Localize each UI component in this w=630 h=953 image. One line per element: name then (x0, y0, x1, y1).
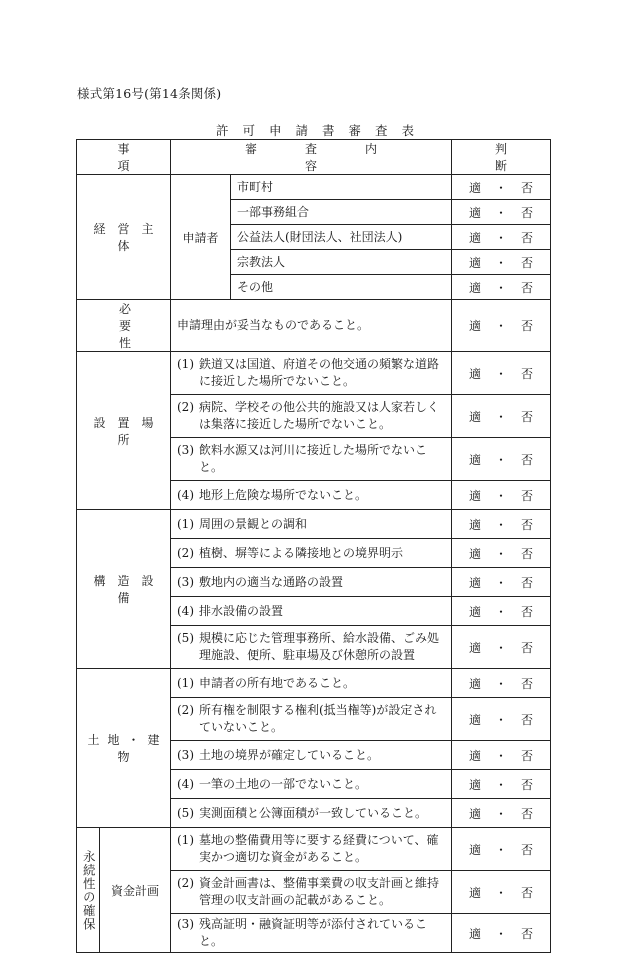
criterion-item: (2) 資金計画書は、整備事業費の収支計画と維持管理の収支計画の記載があること。 (171, 871, 452, 914)
category-management: 経営主体 (77, 175, 171, 300)
judgment-cell[interactable]: 適 ・ 否 (452, 438, 551, 481)
judgment-cell[interactable]: 適 ・ 否 (452, 799, 551, 828)
subcategory-funding: 資金計画 (110, 883, 159, 898)
header-item: 事項 (77, 140, 171, 175)
criterion-text: 宗教法人 (231, 250, 452, 275)
table-row (77, 352, 551, 395)
subcategory-applicant: 申請者 (171, 175, 231, 300)
criterion-item: (1) 墓地の整備費用等に要する経費について、確実かつ適切な資金があること。 (171, 828, 452, 871)
form-number: 様式第16号(第14条関係) (77, 86, 222, 101)
judgment-cell[interactable]: 適 ・ 否 (452, 741, 551, 770)
criterion-item: (2) 植樹、塀等による隣接地との境界明示 (171, 539, 452, 568)
judgment-cell[interactable]: 適 ・ 否 (452, 175, 551, 200)
criterion-item: (3) 土地の境界が確定していること。 (171, 741, 452, 770)
category-necessity: 必要性 (77, 300, 171, 352)
category-permanence-label: 永続性の確保 (81, 849, 97, 931)
criterion-text: 公益法人(財団法人、社団法人) (231, 225, 452, 250)
criterion-item: (4) 排水設備の設置 (171, 597, 452, 626)
judgment-cell[interactable]: 適 ・ 否 (452, 395, 551, 438)
table-row (77, 510, 551, 539)
criterion-item: (3) 残高証明・融資証明等が添付されていること。 (171, 914, 452, 953)
criterion-item: (3) 敷地内の適当な通路の設置 (171, 568, 452, 597)
judgment-cell[interactable]: 適 ・ 否 (452, 770, 551, 799)
criterion-item: (4) 地形上危険な場所でないこと。 (171, 481, 452, 510)
judgment-cell[interactable]: 適 ・ 否 (452, 225, 551, 250)
criterion-text: 一部事務組合 (231, 200, 452, 225)
criterion-text: その他 (231, 275, 452, 300)
criterion-item: (1) 周囲の景観との調和 (171, 510, 452, 539)
criterion-item: (2) 病院、学校その他公共的施設又は人家若しくは集落に接近した場所でないこと。 (171, 395, 452, 438)
judgment-cell[interactable]: 適 ・ 否 (452, 300, 551, 352)
judgment-cell[interactable]: 適 ・ 否 (452, 200, 551, 225)
criterion-item: (1) 申請者の所有地であること。 (171, 669, 452, 698)
criterion-item: (2) 所有権を制限する権利(抵当権等)が設定されていないこと。 (171, 698, 452, 741)
criterion-item: (4) 一筆の土地の一部でないこと。 (171, 770, 452, 799)
header-row (77, 140, 551, 175)
judgment-cell[interactable]: 適 ・ 否 (452, 698, 551, 741)
table-row (77, 828, 551, 871)
judgment-cell[interactable]: 適 ・ 否 (452, 539, 551, 568)
judgment-cell[interactable]: 適 ・ 否 (452, 626, 551, 669)
judgment-cell[interactable]: 適 ・ 否 (452, 481, 551, 510)
judgment-cell[interactable]: 適 ・ 否 (452, 250, 551, 275)
judgment-cell[interactable]: 適 ・ 否 (452, 669, 551, 698)
category-land: 土地・建物 (77, 669, 171, 828)
criterion-item: (5) 規模に応じた管理事務所、給水設備、ごみ処理施設、便所、駐車場及び休憩所の設置 (171, 626, 452, 669)
table-row (77, 300, 551, 352)
judgment-cell[interactable]: 適 ・ 否 (452, 871, 551, 914)
judgment-cell[interactable]: 適 ・ 否 (452, 914, 551, 953)
judgment-cell[interactable]: 適 ・ 否 (452, 275, 551, 300)
category-permanence (77, 828, 171, 953)
header-content: 審査内容 (171, 140, 452, 175)
judgment-cell[interactable]: 適 ・ 否 (452, 510, 551, 539)
document-title: 許可申請書審査表 (215, 123, 428, 138)
criterion-item: (1) 鉄道又は国道、府道その他交通の頻繁な道路に接近した場所でないこと。 (171, 352, 452, 395)
judgment-cell[interactable]: 適 ・ 否 (452, 828, 551, 871)
criterion-item: (3) 飲料水源又は河川に接近した場所でないこと。 (171, 438, 452, 481)
judgment-cell[interactable]: 適 ・ 否 (452, 597, 551, 626)
review-table (76, 139, 551, 953)
judgment-cell[interactable]: 適 ・ 否 (452, 568, 551, 597)
category-location: 設置場所 (77, 352, 171, 510)
criterion-text: 市町村 (231, 175, 452, 200)
category-structure: 構造設備 (77, 510, 171, 669)
header-judgment: 判断 (452, 140, 551, 175)
criterion-item: (5) 実測面積と公簿面積が一致していること。 (171, 799, 452, 828)
table-row (77, 669, 551, 698)
table-row (77, 175, 551, 200)
judgment-cell[interactable]: 適 ・ 否 (452, 352, 551, 395)
criterion-text: 申請理由が妥当なものであること。 (171, 300, 452, 352)
